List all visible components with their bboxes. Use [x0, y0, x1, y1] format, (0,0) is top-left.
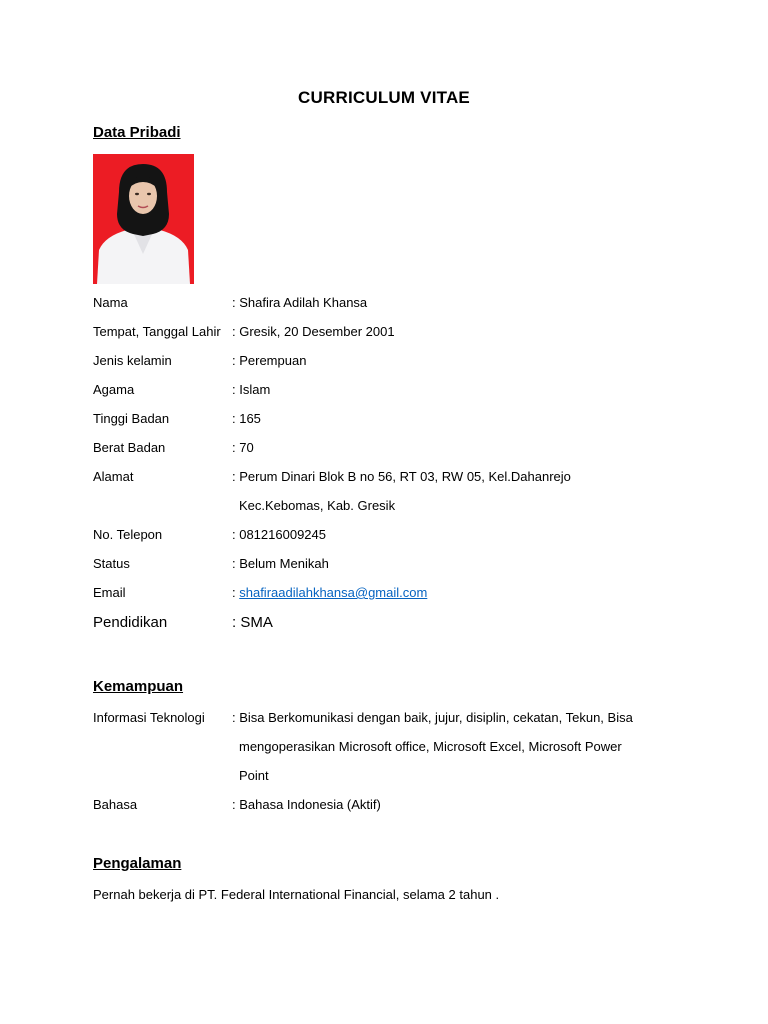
portrait-image — [93, 154, 194, 284]
label-nama: Nama — [93, 295, 128, 310]
label-status: Status — [93, 556, 130, 571]
value-agama: : Islam — [232, 382, 271, 397]
value-telepon: : 081216009245 — [232, 527, 326, 542]
label-informasi-teknologi: Informasi Teknologi — [93, 710, 205, 725]
value-status: : Belum Menikah — [232, 556, 329, 571]
value-alamat: : Perum Dinari Blok B no 56, RT 03, RW 05, Kel.Dahanrejo — [232, 469, 571, 484]
page-title: CURRICULUM VITAE — [298, 88, 470, 107]
section-heading-kemampuan: Kemampuan — [93, 678, 184, 695]
label-jenis-kelamin: Jenis kelamin — [93, 353, 172, 368]
value-tinggi-badan: : 165 — [232, 411, 261, 426]
email-link[interactable]: shafiraadilahkhansa@gmail.com — [239, 585, 428, 600]
label-tinggi-badan: Tinggi Badan — [93, 411, 170, 426]
label-agama: Agama — [93, 382, 135, 397]
value-alamat-line2: Kec.Kebomas, Kab. Gresik — [239, 498, 396, 513]
value-nama: : Shafira Adilah Khansa — [232, 295, 368, 310]
label-telepon: No. Telepon — [93, 527, 163, 542]
value-email-wrap — [232, 584, 427, 602]
value-berat-badan: : 70 — [232, 440, 254, 455]
section-heading-data-pribadi: Data Pribadi — [93, 124, 181, 141]
value-bahasa: : Bahasa Indonesia (Aktif) — [232, 797, 381, 812]
value-informasi-teknologi-line3: Point — [239, 768, 269, 783]
value-ttl: : Gresik, 20 Desember 2001 — [232, 324, 395, 339]
label-bahasa: Bahasa — [93, 797, 138, 812]
label-berat-badan: Berat Badan — [93, 440, 166, 455]
value-jenis-kelamin: : Perempuan — [232, 353, 307, 368]
experience-text: Pernah bekerja di PT. Federal International Financial, selama 2 tahun . — [93, 887, 500, 902]
profile-photo — [93, 154, 194, 284]
value-pendidikan: : SMA — [232, 614, 273, 631]
value-informasi-teknologi: : Bisa Berkomunikasi dengan baik, jujur, disiplin, cekatan, Tekun, Bisa — [232, 710, 633, 725]
label-alamat: Alamat — [93, 469, 134, 484]
label-ttl: Tempat, Tanggal Lahir — [93, 324, 221, 339]
email-colon: : — [232, 585, 240, 600]
section-heading-pengalaman: Pengalaman — [93, 855, 182, 872]
label-pendidikan: Pendidikan — [93, 614, 168, 631]
label-email: Email — [93, 585, 126, 600]
value-informasi-teknologi-line2: mengoperasikan Microsoft office, Microsoft Excel, Microsoft Power — [239, 739, 622, 754]
